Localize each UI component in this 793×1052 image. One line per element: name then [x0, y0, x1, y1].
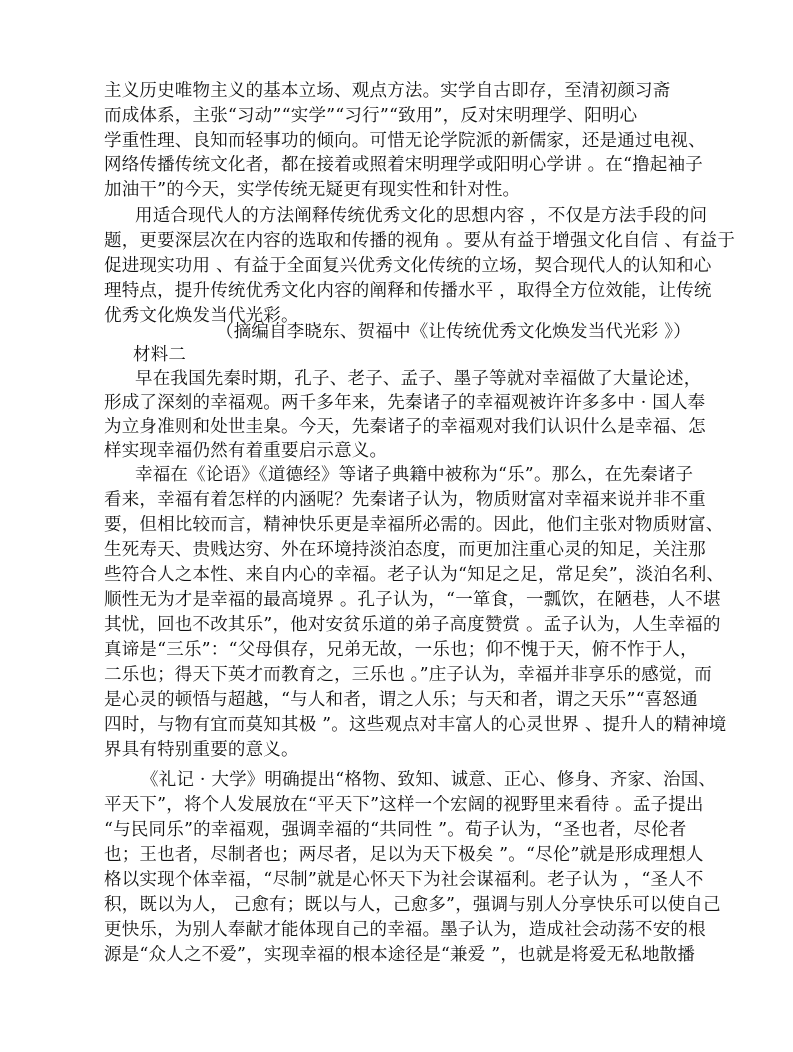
para2-line-5: 优秀文化焕发当代光彩。	[104, 306, 299, 326]
section-heading: 材料二	[133, 345, 187, 365]
para5-line-2: 平天下”，将个人发展放在“平天下”这样一个宏阔的视野里来看待 。孟子提出	[104, 795, 704, 815]
para4-line-1: 幸福在《论语》《道德经》等诸子典籍中被称为“乐”。那么，在先秦诸子	[135, 465, 694, 485]
para2-line-4: 理特点，提升传统优秀文化内容的阐释和传播水平 ，取得全方位效能，让传统	[104, 281, 712, 301]
para2-line-1: 用适合现代人的方法阐释传统优秀文化的思想内容 ，不仅是方法手段的问	[135, 206, 708, 226]
para4-line-12: 界具有特别重要的意义。	[104, 740, 299, 760]
para1-line-1: 主义历史唯物主义的基本立场、观点方法。实学自古即存，至清初颜习斋	[104, 81, 671, 101]
para1-line-5: 加油干”的今天，实学传统无疑更有现实性和针对性。	[104, 180, 521, 200]
para1-line-3: 学重性理、良知而轻事功的倾向。可惜无论学院派的新儒家，还是通过电视、	[104, 131, 706, 151]
para4-line-2: 看来，幸福有着怎样的内涵呢？先秦诸子认为，物质财富对幸福来说并非不重	[104, 490, 706, 510]
para2-line-2: 题，更要深层次在内容的选取和传播的视角 。要从有益于增强文化自信 、有益于	[104, 231, 736, 251]
para4-line-8: 真谛是“三乐”：“父母俱存，兄弟无故，一乐也；仰不愧于天，俯不怍于人，	[104, 640, 698, 660]
para4-line-6: 顺性无为才是幸福的最高境界 。孔子认为，“一箪食，一瓢饮，在陋巷，人不堪	[104, 590, 721, 610]
para5-line-1: 《礼记 · 大学》明确提出“格物、致知、诚意、正心、修身、齐家、治国、	[141, 770, 717, 790]
para5-line-3: “与民同乐”的幸福观，强调幸福的“共同性 ”。荀子认为，“圣也者，尽伦者	[104, 820, 687, 840]
para3-line-4: 样实现幸福仍然有着重要启示意义。	[104, 441, 388, 461]
para3-line-1: 早在我国先秦时期，孔子、老子、孟子、墨子等就对幸福做了大量论述，	[135, 369, 702, 389]
para3-line-3: 为立身准则和处世圭臬。今天，先秦诸子的幸福观对我们认识什么是幸福、怎	[104, 417, 706, 437]
para2-line-3: 促进现实功用 、有益于全面复兴优秀文化传统的立场，契合现代人的认知和心	[104, 256, 712, 276]
para4-line-4: 生死寿天、贵贱达穷、外在环境持淡泊态度，而更加注重心灵的知足，关注那	[104, 540, 706, 560]
para4-line-11: 四时，与物有宜而莫知其极 ”。这些观点对丰富人的心灵世界 、提升人的精神境	[104, 715, 727, 735]
para1-line-4: 网络传播传统文化者，都在接着或照着宋明理学或阳明心学讲 。在“撸起袖子	[104, 155, 704, 175]
para4-line-5: 些符合人之本性、来自内心的幸福。老子认为“知足之足，常足矣”，淡泊名利、	[104, 565, 725, 585]
para5-line-7: 更快乐，为别人奉献才能体现自己的幸福。墨子认为，造成社会动荡不安的根	[104, 920, 706, 940]
para5-line-5: 格以实现个体幸福，“尽制”就是心怀天下为社会谋福利。老子认为 ，“圣人不	[104, 870, 704, 890]
para4-line-9: 二乐也；得天下英才而教育之，三乐也 。”庄子认为，幸福并非享乐的感觉，而	[104, 665, 712, 685]
para4-line-3: 要，但相比较而言，精神快乐更是幸福所必需的。因此，他们主张对物质财富、	[104, 515, 724, 535]
para3-line-2: 形成了深刻的幸福观。两千多年来，先秦诸子的幸福观被许许多多中 · 国人奉	[104, 393, 706, 413]
para5-line-6: 积，既以为人， 己愈有；既以与人，己愈多”，强调与别人分享快乐可以使自己	[104, 895, 721, 915]
para1-line-2: 而成体系，主张“习动”“实学”“习行”“致用”，反对宋明理学、阳明心	[104, 106, 638, 126]
para5-line-4: 也；王也者，尽制者也；两尽者，足以为天下极矣 ”。“尽伦”就是形成理想人	[104, 845, 704, 865]
para4-line-7: 其忧，回也不改其乐”，他对安贫乐道的弟子高度赞赏 。孟子认为，人生幸福的	[104, 615, 721, 635]
citation: （摘编自李晓东、贺福中《让传统优秀文化焕发当代光彩 》）	[216, 322, 691, 342]
para4-line-10: 是心灵的顿悟与超越，“与人和者，谓之人乐；与天和者，谓之天乐”“喜怒通	[104, 690, 698, 710]
para5-line-8: 源是“众人之不爱”，实现幸福的根本途径是“兼爱 ”，也就是将爱无私地散播	[104, 945, 696, 965]
